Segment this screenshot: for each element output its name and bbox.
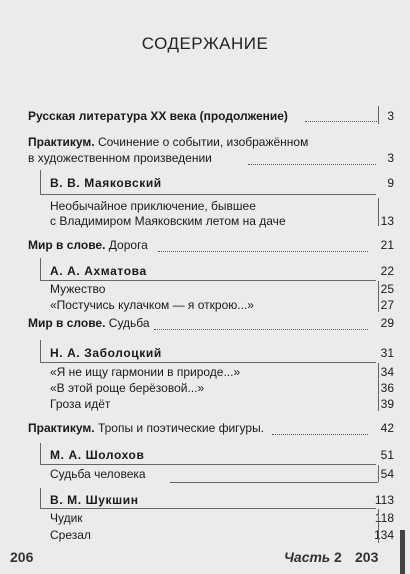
page-number: 29 xyxy=(380,316,394,330)
section-title: Тропы и поэтические фигуры. xyxy=(94,421,265,435)
author-name: В. В. Маяковский xyxy=(50,176,162,190)
section-title-line2: в художественном произведении xyxy=(28,151,212,165)
bracket-left xyxy=(40,488,41,508)
bracket-left xyxy=(40,258,41,280)
left-page-number: 206 xyxy=(10,549,34,565)
page-number: 134 xyxy=(373,528,394,542)
section-prefix: Практикум. xyxy=(28,421,95,435)
section-title: Дорога xyxy=(105,238,148,252)
leader-tick xyxy=(378,106,379,124)
page-number: 22 xyxy=(380,264,394,278)
work-title: «В этой роще берёзовой...» xyxy=(50,381,205,395)
page-number: 3 xyxy=(387,109,394,123)
work-title: Срезал xyxy=(50,528,91,542)
work-title: Судьба человека xyxy=(50,467,146,481)
page-edge-marker xyxy=(400,530,405,574)
page-number: 54 xyxy=(380,467,394,481)
work-title: «Я не ищу гармонии в природе...» xyxy=(50,365,241,379)
work-title: Необычайное приключение, бывшее xyxy=(50,199,256,213)
page-number: 36 xyxy=(380,381,394,395)
page-number: 42 xyxy=(380,421,394,435)
part-number: 2 xyxy=(334,549,342,565)
dot-leader xyxy=(154,329,368,330)
page-number: 34 xyxy=(380,365,394,379)
section-prefix: Мир в слове. xyxy=(28,238,106,252)
section-title: Русская литература XX века (продолжение) xyxy=(28,109,288,123)
bracket-right xyxy=(378,363,379,411)
bracket-right xyxy=(378,465,379,482)
bracket-right xyxy=(378,509,379,543)
bracket-bottom xyxy=(40,508,376,509)
work-title: Чудик xyxy=(50,511,83,525)
page-number: 118 xyxy=(374,511,394,525)
page-title: СОДЕРЖАНИЕ xyxy=(141,34,269,53)
section-prefix: Мир в слове. xyxy=(28,316,106,330)
right-page-number: 203 xyxy=(355,549,379,565)
work-title: «Постучись кулачком — я открою...» xyxy=(50,298,254,312)
section-title: Судьба xyxy=(105,316,150,330)
page-number: 3 xyxy=(387,151,394,165)
dot-leader xyxy=(158,251,368,252)
dot-leader xyxy=(305,121,377,122)
author-name: Н. А. Заболоцкий xyxy=(50,346,162,360)
section-prefix: Практикум. xyxy=(28,135,95,149)
work-title-line2: с Владимиром Маяковским летом на даче xyxy=(50,214,286,228)
bracket-left xyxy=(40,443,41,464)
dot-leader xyxy=(272,434,368,435)
bracket-left xyxy=(40,340,41,362)
bracket-bottom xyxy=(40,194,376,195)
page-number: 39 xyxy=(380,397,394,411)
part-label: Часть xyxy=(284,549,331,565)
author-name: М. А. Шолохов xyxy=(50,448,145,462)
page-number: 25 xyxy=(380,282,394,296)
page-number: 13 xyxy=(380,214,394,228)
page-number: 113 xyxy=(374,493,394,507)
dot-leader xyxy=(248,164,376,165)
bracket-bottom xyxy=(40,362,376,363)
work-title: Мужество xyxy=(50,282,106,296)
page-number: 51 xyxy=(380,448,394,462)
author-name: А. А. Ахматова xyxy=(50,264,147,278)
page-number: 27 xyxy=(380,298,394,312)
section-title: Сочинение о событии, изображённом xyxy=(94,135,309,149)
author-name: В. М. Шукшин xyxy=(50,493,139,507)
bracket-bottom xyxy=(170,482,378,483)
bracket-left xyxy=(40,170,41,194)
bracket-bottom xyxy=(40,464,376,465)
bracket-bottom xyxy=(40,280,376,281)
work-title: Гроза идёт xyxy=(50,397,111,411)
bracket-right xyxy=(378,281,379,312)
bracket-right xyxy=(378,198,379,226)
page-number: 31 xyxy=(380,346,394,360)
page-number: 21 xyxy=(380,238,394,252)
page-number: 9 xyxy=(387,176,394,190)
